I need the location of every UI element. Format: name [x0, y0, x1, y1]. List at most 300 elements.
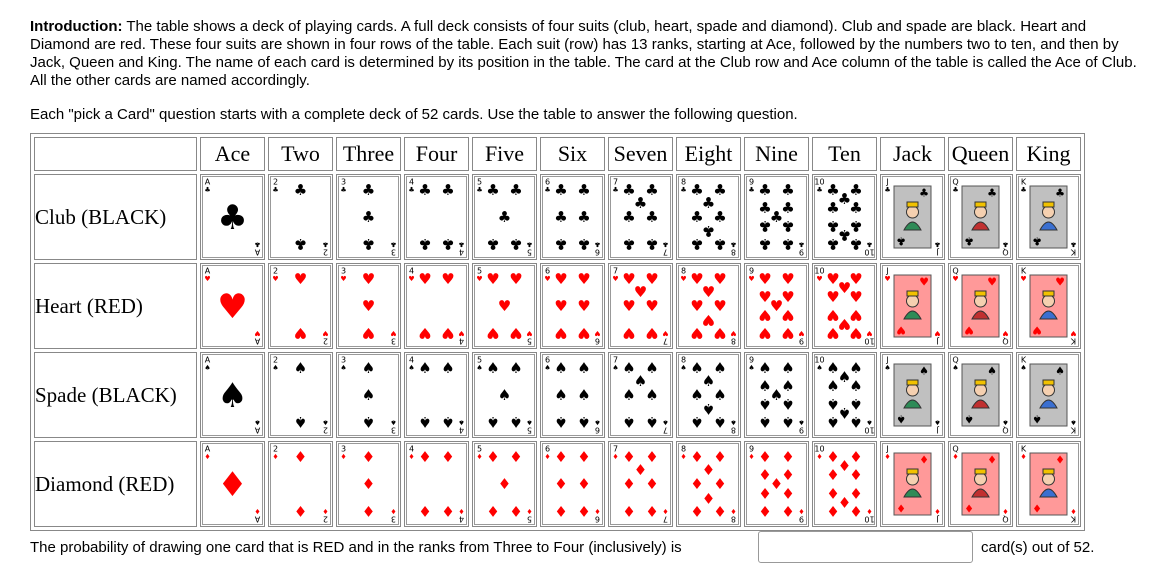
playing-card: [338, 354, 399, 436]
figure-head-icon: [907, 295, 919, 307]
face-suit-icon: ♦: [987, 453, 997, 467]
corner-index: 2: [322, 514, 329, 524]
playing-card: [542, 443, 603, 525]
corner-suit-icon: ♠: [1002, 418, 1009, 426]
corner-index: Q: [1002, 425, 1009, 435]
card-face: [815, 177, 875, 258]
corner-suit-icon: ♣: [408, 186, 415, 194]
face-suit-icon: ♥: [1032, 323, 1042, 337]
question-prompt: The probability of drawing one card that is RED and in the ranks from Three to Four (inclusively) is: [30, 539, 682, 556]
figure-crown-icon: [907, 469, 918, 474]
pip-icon: ♠: [837, 404, 852, 422]
pip-icon: ♠: [849, 413, 863, 431]
corner-index: 3: [390, 247, 397, 257]
corner-suit-icon: ♥: [526, 329, 533, 337]
corner-index: A: [204, 355, 211, 365]
figure-crown-icon: [907, 380, 918, 385]
corner-index: 8: [680, 355, 687, 365]
pip-icon: ♠: [577, 386, 591, 404]
answer-input[interactable]: [758, 531, 973, 563]
pip-icon: ♠: [509, 413, 523, 431]
corner-index: 6: [544, 444, 551, 454]
pip-icon: ♦: [713, 502, 727, 520]
pip-icon: ♠: [758, 413, 772, 431]
corner-suit-icon: ♦: [798, 507, 805, 515]
corner-index: 3: [390, 425, 397, 435]
corner-suit-icon: ♣: [1002, 240, 1009, 248]
playing-card: [950, 443, 1011, 525]
pip-icon: ♠: [418, 413, 432, 431]
corner-suit-icon: ♣: [680, 186, 687, 194]
card-face: [815, 444, 875, 525]
pip-icon: ♠: [849, 395, 863, 413]
pip-icon: ♦: [758, 484, 772, 502]
corner-suit-icon: ♠: [866, 418, 873, 426]
corner-index: 10: [864, 514, 875, 524]
corner-index: 6: [594, 247, 601, 257]
pip-icon: ♣: [758, 181, 772, 199]
corner-suit-icon: ♣: [594, 240, 601, 248]
card-cell: [472, 174, 537, 260]
face-suit-icon: ♣: [964, 234, 974, 248]
figure-head-icon: [975, 473, 987, 485]
corner-suit-icon: ♠: [612, 364, 619, 372]
pip-icon: ♠: [826, 377, 840, 395]
pip-icon: ♦: [509, 502, 523, 520]
figure-crown-icon: [975, 380, 986, 385]
corner-index: K: [1020, 266, 1027, 276]
corner-index: 9: [798, 425, 805, 435]
face-suit-icon: ♠: [1055, 364, 1065, 378]
corner-suit-icon: ♠: [884, 364, 891, 372]
playing-card: [270, 443, 331, 525]
corner-suit-icon: ♥: [816, 275, 823, 283]
pip-icon: ♣: [701, 194, 716, 212]
card-cell: [1016, 352, 1081, 438]
corner-index: 10: [864, 247, 875, 257]
pip-icon: ♠: [441, 413, 455, 431]
corner-suit-icon: ♦: [866, 507, 873, 515]
playing-card: [882, 354, 943, 436]
pip-icon: ♥: [769, 297, 784, 315]
pip-icon: ♣: [486, 181, 500, 199]
playing-card: [678, 176, 739, 258]
pip-icon: ♠: [622, 386, 636, 404]
corner-suit-icon: ♦: [1020, 453, 1027, 461]
pip-icon: ♣: [690, 235, 704, 253]
card-cell: [608, 174, 673, 260]
card-cell: [608, 441, 673, 527]
card-cell: [812, 174, 877, 260]
pip-icon: ♠: [781, 359, 795, 377]
pip-icon: ♥: [781, 288, 795, 306]
corner-index: 5: [476, 266, 483, 276]
pip-icon: ♥: [690, 324, 704, 342]
card-cell: [472, 263, 537, 349]
figure-crown-icon: [907, 291, 918, 296]
pip-icon: ♦: [577, 502, 591, 520]
playing-card: [882, 265, 943, 347]
pip-icon: ♣: [713, 235, 727, 253]
corner-suit-icon: ♥: [458, 329, 465, 337]
playing-card: [1018, 176, 1079, 258]
playing-card: [270, 176, 331, 258]
card-cell: [948, 441, 1013, 527]
corner-suit-icon: ♦: [272, 453, 279, 461]
pip-icon: ♠: [486, 413, 500, 431]
pip-icon: ♠: [554, 359, 568, 377]
face-suit-icon: ♥: [919, 275, 929, 289]
pip-icon: ♥: [758, 306, 772, 324]
face-suit-icon: ♠: [896, 412, 906, 426]
corner-suit-icon: ♣: [730, 240, 737, 248]
corner-suit-icon: ♥: [340, 275, 347, 283]
card-cell: [1016, 441, 1081, 527]
corner-index: 2: [272, 355, 279, 365]
corner-index: 3: [340, 355, 347, 365]
corner-suit-icon: ♠: [340, 364, 347, 372]
pip-icon: ♠: [690, 386, 704, 404]
corner-suit-icon: ♦: [1070, 507, 1077, 515]
corner-index: 2: [322, 425, 329, 435]
corner-index: K: [1020, 355, 1027, 365]
pip-icon: ♣: [849, 199, 863, 217]
figure-head-icon: [907, 384, 919, 396]
face-suit-icon: ♠: [964, 412, 974, 426]
pip-icon: ♣: [509, 181, 523, 199]
card-cell: [608, 263, 673, 349]
corner-index: 2: [272, 177, 279, 187]
pip-icon: ♠: [577, 413, 591, 431]
pip-icon: ♦: [758, 502, 772, 520]
pip-icon: ♠: [633, 372, 648, 390]
corner-index: A: [204, 177, 211, 187]
introduction: [30, 18, 1142, 90]
corner-index: 8: [680, 177, 687, 187]
pip-icon: ♦: [293, 502, 308, 520]
pip-icon: ♥: [713, 324, 727, 342]
face-suit-icon: ♥: [896, 323, 906, 337]
playing-card: [950, 265, 1011, 347]
suit-label: Diamond (RED): [34, 441, 197, 527]
corner-suit-icon: ♦: [730, 507, 737, 515]
playing-card: [1018, 354, 1079, 436]
corner-index: 9: [798, 336, 805, 346]
corner-index: 3: [390, 514, 397, 524]
corner-index: 10: [814, 266, 825, 276]
card-face: [543, 355, 603, 436]
answer-suffix: card(s) out of 52.: [981, 539, 1095, 556]
pip-icon: ♥: [486, 270, 500, 288]
corner-index: J: [936, 514, 939, 524]
pip-icon: ♠: [826, 395, 840, 413]
card-cell: [540, 263, 605, 349]
card-cell: [268, 352, 333, 438]
pip-icon: ♥: [554, 297, 568, 315]
face-suit-icon: ♦: [896, 501, 906, 515]
pip-icon: ♦: [554, 475, 568, 493]
corner-index: 10: [814, 355, 825, 365]
pip-icon: ♠: [361, 359, 376, 377]
pip-icon: ♠: [361, 386, 376, 404]
card-cell: [948, 352, 1013, 438]
pip-icon: ♠: [497, 386, 512, 404]
pip-icon: ♣: [361, 235, 376, 253]
corner-suit-icon: ♦: [934, 507, 941, 515]
corner-suit-icon: ♣: [526, 240, 533, 248]
pip-icon: ♥: [826, 270, 840, 288]
pip-icon: ♣: [509, 235, 523, 253]
corner-suit-icon: ♠: [662, 418, 669, 426]
playing-card: [202, 443, 263, 525]
corner-index: K: [1020, 444, 1027, 454]
corner-index: 9: [798, 514, 805, 524]
corner-index: 8: [730, 336, 737, 346]
corner-index: J: [936, 247, 939, 257]
corner-index: 7: [612, 355, 619, 365]
corner-suit-icon: ♣: [952, 186, 959, 194]
pip-icon: ♦: [645, 475, 659, 493]
corner-index: 8: [730, 425, 737, 435]
figure-head-icon: [1043, 206, 1055, 218]
card-cell: [404, 263, 469, 349]
card-cell: [200, 441, 265, 527]
instruction-text: Each "pick a Card" question starts with a complete deck of 52 cards. Use the table to answer the following question.: [30, 106, 798, 123]
corner-index: 9: [748, 355, 755, 365]
pip-icon: ♥: [554, 324, 568, 342]
corner-suit-icon: ♠: [730, 418, 737, 426]
pip-icon: ♠: [713, 413, 727, 431]
pip-icon: ♠: [509, 359, 523, 377]
suit-label: Club (BLACK): [34, 174, 197, 260]
pip-icon: ♥: [361, 297, 376, 315]
corner-index: 4: [408, 266, 415, 276]
playing-card: [202, 265, 263, 347]
corner-index: 6: [594, 514, 601, 524]
corner-index: J: [886, 177, 889, 187]
corner-index: 3: [390, 336, 397, 346]
ace-pip-icon: ♦: [217, 465, 248, 505]
playing-card: [610, 176, 671, 258]
playing-card: [406, 443, 467, 525]
pip-icon: ♥: [633, 283, 648, 301]
pip-icon: ♥: [758, 270, 772, 288]
corner-index: A: [204, 444, 211, 454]
corner-index: 10: [814, 177, 825, 187]
pip-icon: ♦: [577, 448, 591, 466]
playing-card: [814, 443, 875, 525]
face-suit-icon: ♠: [987, 364, 997, 378]
corner-suit-icon: ♥: [866, 329, 873, 337]
corner-suit-icon: ♥: [322, 329, 329, 337]
pip-icon: ♦: [486, 448, 500, 466]
pip-icon: ♦: [509, 448, 523, 466]
pip-icon: ♠: [690, 413, 704, 431]
corner-suit-icon: ♥: [1070, 329, 1077, 337]
pip-icon: ♦: [826, 466, 840, 484]
corner-index: Q: [1002, 336, 1009, 346]
corner-index: J: [886, 355, 889, 365]
corner-index: 7: [612, 266, 619, 276]
card-cell: [540, 441, 605, 527]
card-cell: [404, 441, 469, 527]
card-cell: [540, 174, 605, 260]
card-cell: [948, 174, 1013, 260]
pip-icon: ♣: [826, 199, 840, 217]
pip-icon: ♥: [690, 297, 704, 315]
corner-suit-icon: ♠: [952, 364, 959, 372]
pip-icon: ♥: [645, 270, 659, 288]
pip-icon: ♣: [645, 235, 659, 253]
pip-icon: ♣: [633, 194, 648, 212]
card-face: [407, 444, 467, 525]
playing-card: [610, 265, 671, 347]
pip-icon: ♦: [554, 502, 568, 520]
card-face: [543, 177, 603, 258]
corner-index: Q: [952, 177, 959, 187]
card-cell: [200, 263, 265, 349]
pip-icon: ♣: [645, 181, 659, 199]
corner-suit-icon: ♣: [458, 240, 465, 248]
pip-icon: ♥: [849, 270, 863, 288]
pip-icon: ♦: [826, 484, 840, 502]
playing-card: [474, 443, 535, 525]
pip-icon: ♠: [826, 359, 840, 377]
card-face: [611, 355, 671, 436]
playing-card: [882, 443, 943, 525]
pip-icon: ♥: [826, 324, 840, 342]
corner-suit-icon: ♠: [680, 364, 687, 372]
corner-suit-icon: ♦: [748, 453, 755, 461]
playing-card: [814, 265, 875, 347]
pip-icon: ♦: [645, 502, 659, 520]
pip-icon: ♥: [701, 283, 716, 301]
corner-index: 9: [748, 444, 755, 454]
pip-icon: ♥: [554, 270, 568, 288]
pip-icon: ♣: [826, 181, 840, 199]
corner-suit-icon: ♠: [272, 364, 279, 372]
card-cell: [676, 174, 741, 260]
pip-icon: ♦: [713, 475, 727, 493]
pip-icon: ♣: [758, 217, 772, 235]
pip-icon: ♥: [701, 311, 716, 329]
rank-header-ace: Ace: [200, 137, 265, 171]
pip-icon: ♦: [622, 475, 636, 493]
corner-suit-icon: ♠: [1020, 364, 1027, 372]
rank-header-king: King: [1016, 137, 1081, 171]
figure-head-icon: [1043, 384, 1055, 396]
pip-icon: ♠: [645, 359, 659, 377]
corner-index: 2: [322, 336, 329, 346]
pip-icon: ♣: [293, 235, 308, 253]
playing-card: [542, 354, 603, 436]
corner-index: A: [254, 425, 261, 435]
card-cell: [472, 441, 537, 527]
playing-card: [202, 176, 263, 258]
pip-icon: ♥: [837, 315, 852, 333]
playing-card: [678, 354, 739, 436]
pip-icon: ♣: [713, 181, 727, 199]
pip-icon: ♦: [849, 448, 863, 466]
card-face: [407, 266, 467, 347]
corner-suit-icon: ♦: [254, 507, 261, 515]
playing-card: [406, 354, 467, 436]
figure-head-icon: [975, 206, 987, 218]
card-face: [679, 266, 739, 347]
corner-suit-icon: ♣: [544, 186, 551, 194]
playing-card: [746, 354, 807, 436]
pip-icon: ♣: [554, 208, 568, 226]
corner-suit-icon: ♥: [544, 275, 551, 283]
corner-suit-icon: ♦: [1002, 507, 1009, 515]
face-suit-icon: ♣: [1032, 234, 1042, 248]
pip-icon: ♠: [554, 413, 568, 431]
corner-suit-icon: ♦: [340, 453, 347, 461]
face-suit-icon: ♥: [1055, 275, 1065, 289]
corner-index: A: [254, 514, 261, 524]
pip-icon: ♥: [418, 324, 432, 342]
corner-suit-icon: ♣: [662, 240, 669, 248]
pip-icon: ♣: [441, 235, 455, 253]
pip-icon: ♥: [509, 324, 523, 342]
corner-suit-icon: ♦: [408, 453, 415, 461]
pip-icon: ♦: [826, 448, 840, 466]
corner-index: 4: [408, 177, 415, 187]
card-cell: [744, 174, 809, 260]
corner-suit-icon: ♠: [408, 364, 415, 372]
pip-icon: ♦: [441, 448, 455, 466]
corner-suit-icon: ♣: [798, 240, 805, 248]
playing-card: [270, 354, 331, 436]
corner-suit-icon: ♦: [952, 453, 959, 461]
figure-head-icon: [975, 295, 987, 307]
corner-index: 5: [526, 425, 533, 435]
pip-icon: ♥: [622, 297, 636, 315]
playing-card: [474, 354, 535, 436]
playing-card: [610, 443, 671, 525]
pip-icon: ♠: [758, 359, 772, 377]
playing-card: [202, 354, 263, 436]
pip-icon: ♥: [577, 324, 591, 342]
pip-icon: ♣: [622, 235, 636, 253]
playing-card: [270, 265, 331, 347]
pip-icon: ♥: [713, 297, 727, 315]
corner-index: 9: [798, 247, 805, 257]
card-cell: [676, 263, 741, 349]
card-face: [407, 177, 467, 258]
pip-icon: ♥: [441, 270, 455, 288]
pip-icon: ♠: [781, 413, 795, 431]
corner-index: 10: [814, 444, 825, 454]
playing-card: [814, 354, 875, 436]
corner-index: 5: [526, 247, 533, 257]
ace-pip-icon: ♥: [217, 287, 248, 327]
pip-icon: ♦: [622, 448, 636, 466]
corner-suit-icon: ♦: [526, 507, 533, 515]
corner-index: 5: [476, 355, 483, 365]
pip-icon: ♣: [690, 208, 704, 226]
pip-icon: ♠: [622, 359, 636, 377]
corner-index: 7: [662, 425, 669, 435]
face-suit-icon: ♣: [1055, 186, 1065, 200]
playing-card: [678, 443, 739, 525]
corner-index: 2: [272, 266, 279, 276]
face-suit-icon: ♣: [919, 186, 929, 200]
pip-icon: ♥: [826, 288, 840, 306]
pip-icon: ♣: [486, 235, 500, 253]
figure-head-icon: [1043, 295, 1055, 307]
corner-index: 6: [594, 425, 601, 435]
